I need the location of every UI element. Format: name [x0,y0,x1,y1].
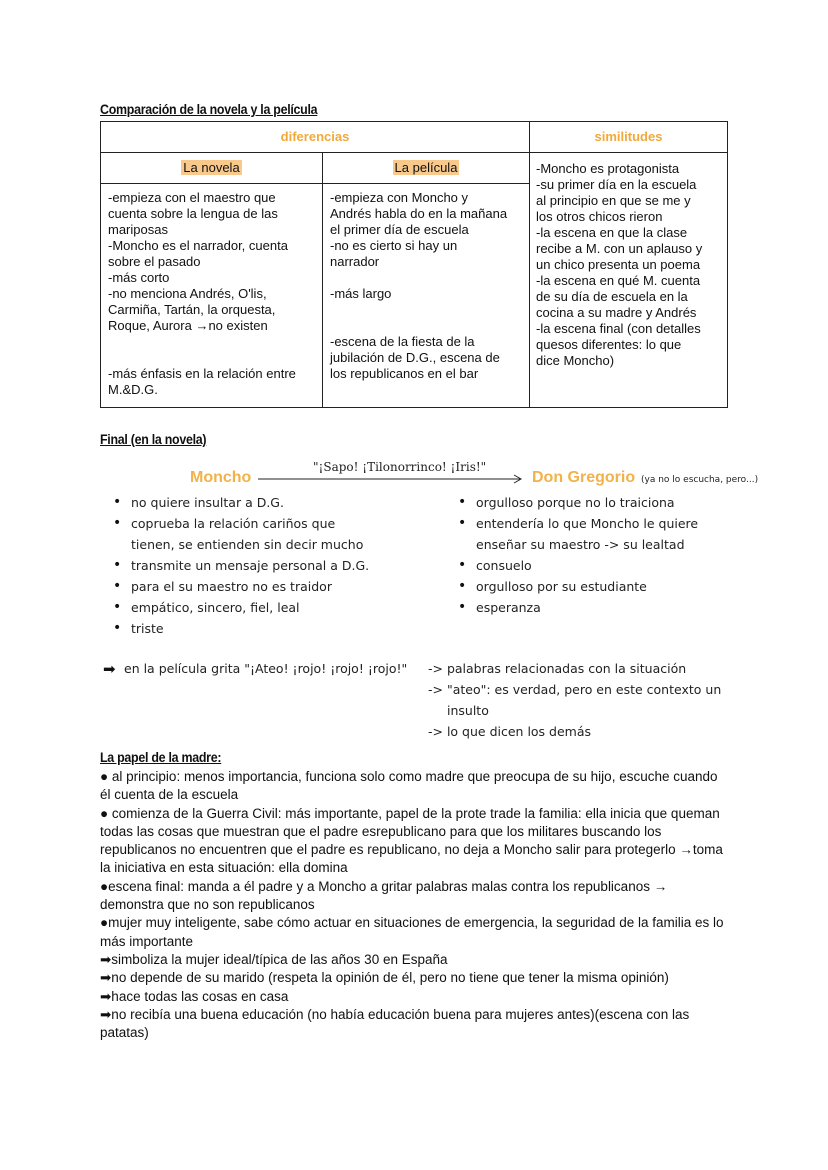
madre-paragraph: ➡simboliza la mujer ideal/típica de las años 30 en España [100,951,448,967]
film-note: -> lo que dicen los demás [428,724,592,739]
similarities-text: -Moncho es protagonista -su primer día en la escuela al principio en que se me y los otros chicos rieron -la escena en que la clase recibe a M. con un aplauso y un chico presenta un poema -la escena en qué M. cuenta de su día de escuela en la cocina a su madre y Andrés -la escena final (con detalles quesos diferentes: lo que dice Moncho) [536,161,703,368]
madre-paragraph: ● comienza de la Guerra Civil: más importante, papel de la prote trade la familia: ella inicia que queman todas las cosas que muestran que el padre esrepublicano para que los militares buscando los republicanos no encuentren que el padre es republicano, no deja a Moncho salir para protegerlo →toma la iniciativa en esta situación: ella domina [100,805,723,876]
similarities-header: similitudes [530,122,728,153]
list-item: • coprueba la relación cariños que [113,513,413,534]
moncho-label: Moncho [190,469,252,486]
don-gregorio-note: (ya no lo escucha, pero...) [641,475,759,485]
list-item: • consuelo [458,555,758,576]
differences-header: diferencias [101,122,530,153]
madre-paragraph: ➡hace todas las cosas en casa [100,988,289,1004]
list-item: • empático, sincero, fiel, leal [113,597,413,618]
list-item: • no quiere insultar a D.G. [113,492,413,513]
don-gregorio-label: Don Gregorio [532,469,636,486]
list-item-continuation: tienen, se entienden sin decir mucho [131,537,364,552]
madre-paragraph: ●mujer muy inteligente, sabe cómo actuar en situaciones de emergencia, la seguridad de la familia es lo más importante [100,915,724,949]
gregorio-list [458,492,758,618]
madre-paragraph: ●escena final: manda a él padre y a Moncho a gritar palabras malas contra los republicanos → demonstra que no son republicanos [100,878,668,913]
film-note: -> palabras relacionadas con la situación [428,661,687,676]
list-item: • orgulloso por su estudiante [458,576,758,597]
list-item-continuation: enseñar su maestro -> su lealtad [476,537,685,552]
moncho-list [113,492,413,639]
film-text: -empieza con Moncho y Andrés habla do en la mañana el primer día de escuela -no es cierto si hay un narrador -más largo -escena de la fiesta de la jubilación de D.G., escena de los republicanos en el bar [330,190,508,381]
novel-text: -empieza con el maestro que cuenta sobre la lengua de las mariposas -Moncho es el narrador, cuenta sobre el pasado -más corto -no menciona Andrés, O'lis, Carmiña, Tartán, la orquesta, Roque, Aurora →no existen -más énfasis en la relación entre M.&D.G. [108,190,296,397]
similarities-cell [530,153,728,408]
comparison-heading: Comparación de la novela y la película [100,102,318,117]
right-arrow-icon: ➡ [103,661,116,678]
list-item: • triste [113,618,413,639]
madre-paragraph: ➡no recibía una buena educación (no había educación buena para mujeres antes)(escena con las patatas) [100,1006,690,1041]
film-cell [323,184,530,408]
list-item: • orgulloso porque no lo traiciona [458,492,758,513]
film-note: insulto [447,703,489,718]
arrow-label: "¡Sapo! ¡Tilonorrinco! ¡Iris!" [313,460,487,474]
list-item [458,534,758,555]
novel-cell [101,184,323,408]
film-column-header [323,153,530,184]
novel-label: La novela [183,160,240,175]
madre-notes [100,768,730,1042]
novel-column-header [101,153,323,184]
film-line: en la película grita "¡Ateo! ¡rojo! ¡rojo! ¡rojo!" [124,661,408,676]
madre-heading: La papel de la madre: [100,750,222,765]
film-note: -> "ateo": es verdad, pero en este contexto un [428,682,722,697]
list-item [113,534,413,555]
comparison-table [100,121,728,408]
list-item: • entendería lo que Moncho le quiere [458,513,758,534]
list-item: • para el su maestro no es traidor [113,576,413,597]
list-item: • transmite un mensaje personal a D.G. [113,555,413,576]
madre-paragraph: ● al principio: menos importancia, funciona solo como madre que preocupa de su hijo, escuche cuando él cuenta de la escuela [100,769,718,803]
final-heading: Final (en la novela) [100,432,207,447]
film-label: La película [394,160,458,175]
madre-paragraph: ➡no depende de su marido (respeta la opinión de él, pero no tiene que tener la misma opinión) [100,970,669,986]
list-item: • esperanza [458,597,758,618]
arrow-right-icon [258,474,528,484]
